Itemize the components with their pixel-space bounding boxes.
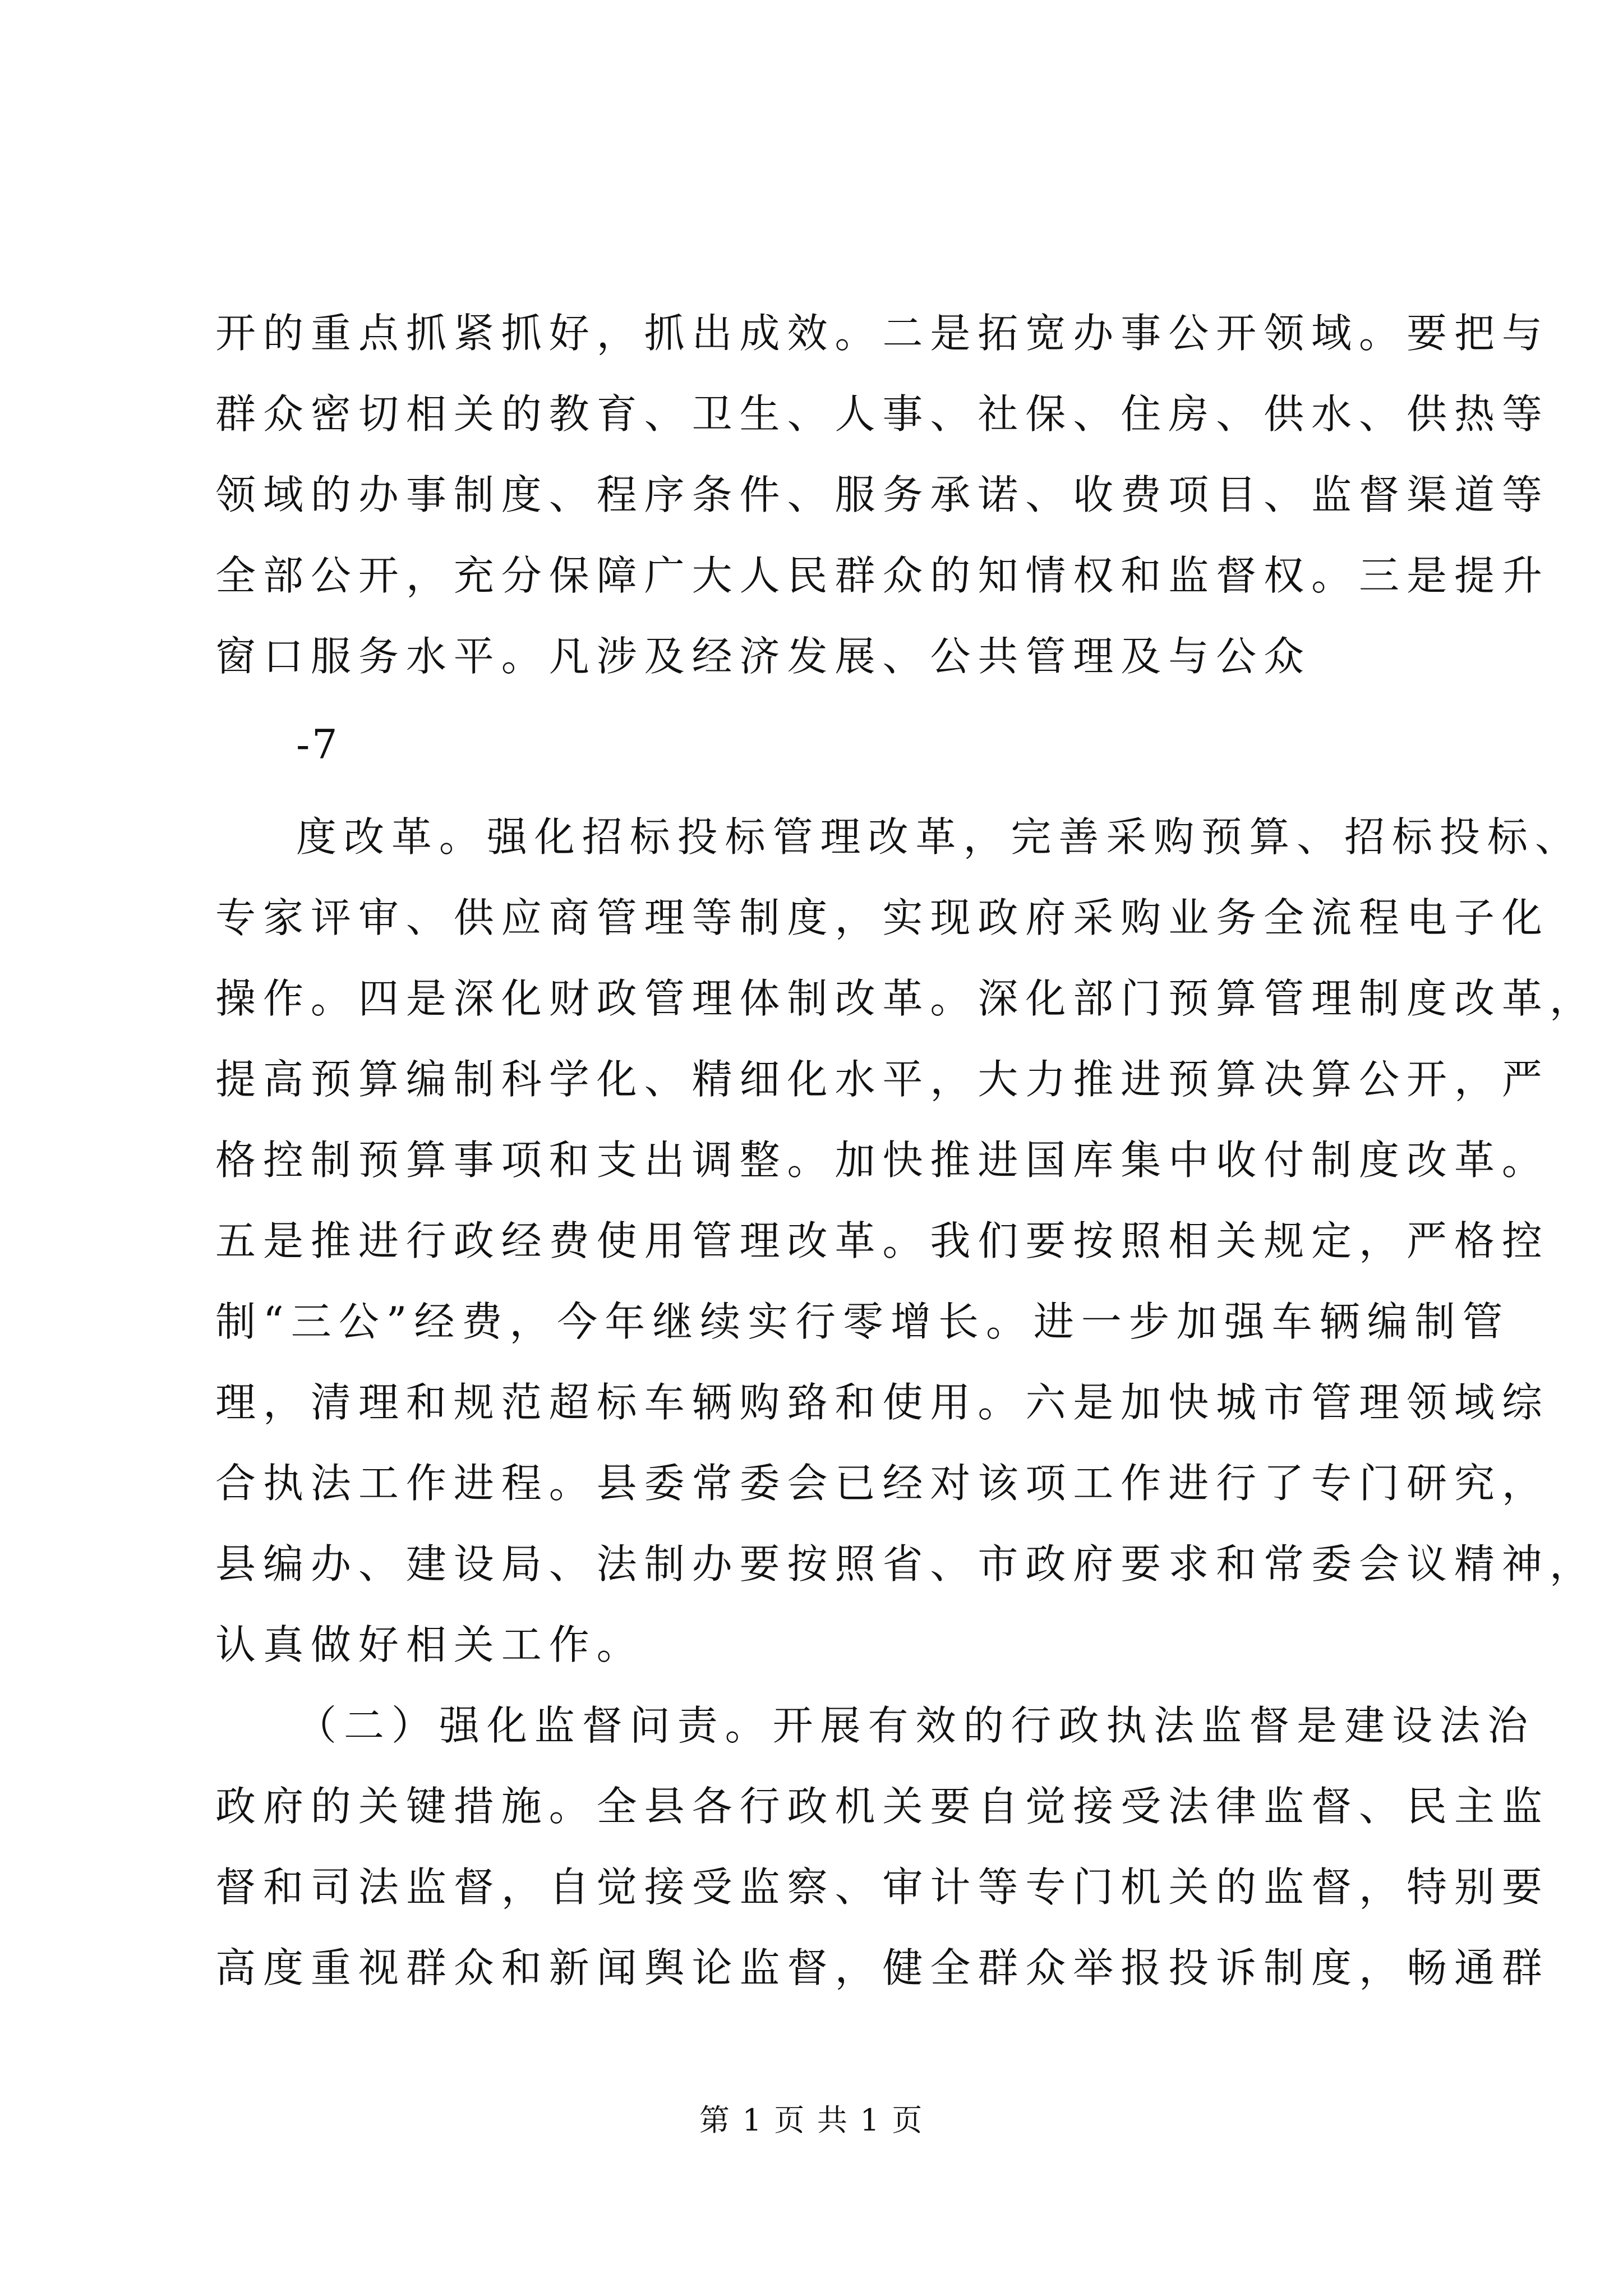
paragraph-block-2 xyxy=(215,797,1597,1685)
inline-page-number: -7 xyxy=(296,721,340,768)
text-line: 领域的办事制度、程序条件、服务承诺、收费项目、监督渠道等 xyxy=(215,471,1550,518)
text-line: 全部公开，充分保障广大人民群众的知情权和监督权。三是提升 xyxy=(215,552,1550,599)
text-line: 高度重视群众和新闻舆论监督，健全群众举报投诉制度，畅通群 xyxy=(215,1944,1550,1991)
text-line: 督和司法监督，自觉接受监察、审计等专门机关的监督，特别要 xyxy=(215,1864,1550,1911)
text-line: 格控制预算事项和支出调整。加快推进国库集中收付制度改革。 xyxy=(215,1137,1550,1184)
text-line: 群众密切相关的教育、卫生、人事、社保、住房、供水、供热等 xyxy=(215,390,1550,438)
text-line: 认真做好相关工作。 xyxy=(215,1621,644,1668)
text-line: 提高预算编制科学化、精细化水平，大力推进预算决算公开，严 xyxy=(215,1056,1550,1103)
text-line: 操作。四是深化财政管理体制改革。深化部门预算管理制度改革， xyxy=(215,975,1597,1022)
text-line: 制“三公”经费，今年继续实行零增长。进一步加强车辆编制管 xyxy=(215,1298,1510,1345)
text-line: 理，清理和规范超标车辆购臵和使用。六是加快城市管理领域综 xyxy=(215,1379,1550,1426)
text-line: （二）强化监督问责。开展有效的行政执法监督是建设法治 xyxy=(296,1702,1535,1749)
text-line: 五是推进行政经费使用管理改革。我们要按照相关规定，严格控 xyxy=(215,1217,1550,1264)
paragraph-block-1 xyxy=(215,293,1550,697)
text-line: 窗口服务水平。凡涉及经济发展、公共管理及与公众 xyxy=(215,633,1312,680)
text-line: 度改革。强化招标投标管理改革，完善采购预算、招标投标、 xyxy=(296,813,1583,861)
text-line: 合执法工作进程。县委常委会已经对该项工作进行了专门研究， xyxy=(215,1460,1550,1507)
paragraph-block-3 xyxy=(215,1685,1550,2008)
text-line: 开的重点抓紧抓好，抓出成效。二是拓宽办事公开领域。要把与 xyxy=(215,310,1550,357)
page-footer: 第 1 页 共 1 页 xyxy=(699,2102,924,2138)
text-line: 政府的关键措施。全县各行政机关要自觉接受法律监督、民主监 xyxy=(215,1783,1550,1830)
text-line: 县编办、建设局、法制办要按照省、市政府要求和常委会议精神， xyxy=(215,1540,1597,1588)
text-line: 专家评审、供应商管理等制度，实现政府采购业务全流程电子化 xyxy=(215,894,1550,941)
